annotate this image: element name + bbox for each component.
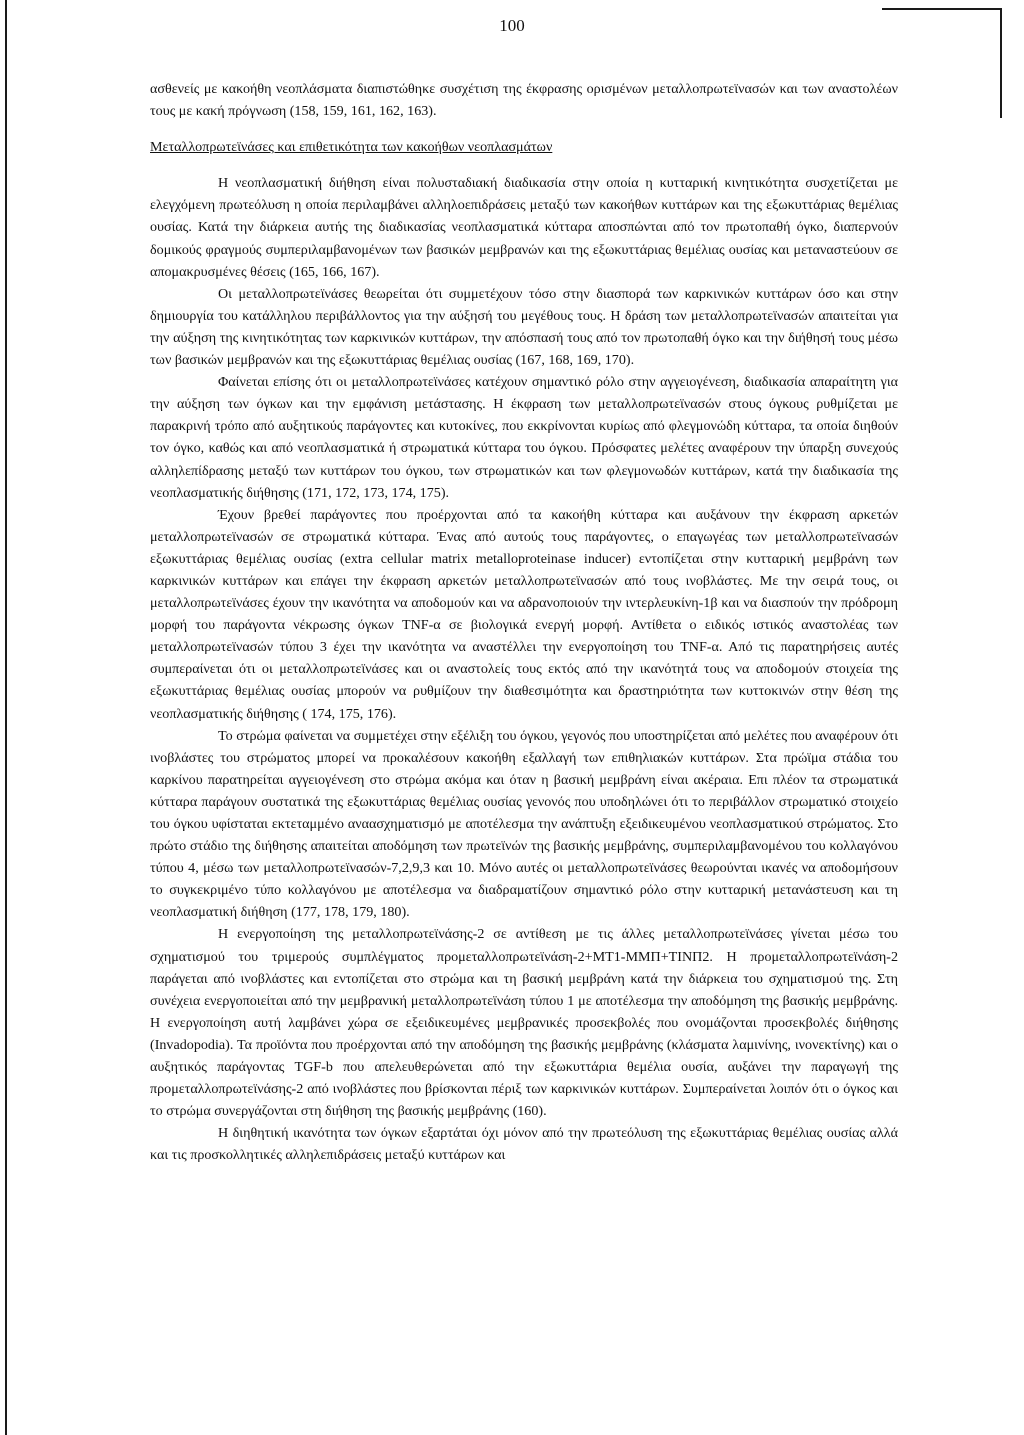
scan-edge-left xyxy=(5,0,7,1435)
intro-paragraph: ασθενείς με κακοήθη νεοπλάσματα διαπιστώθηκε συσχέτιση της έκφρασης ορισμένων μεταλλοπρωτεϊνασών και των αναστολέων τους με κακή πρόγνωση (158, 159, 161, 162, 163). xyxy=(150,81,898,120)
paragraph-2: Οι μεταλλοπρωτεϊνάσες θεωρείται ότι συμμετέχουν τόσο στην διασπορά των καρκινικών κυττάρων όσο και στην δημιουργία του κατάλληλου περιβάλλοντος για την αύξησή του μεγέθους τους. Η δράση των μεταλλοπρωτεϊνασών απαιτείται για την αύξηση της κινητικότητας των καρκινικών κυττάρων, την απόσπασή τους από τον πρωτοπαθή όγκο και την διήθησή τους μέσω των βασικών μεμβρανών και της εξωκυττάριας θεμέλιας ουσίας (167, 168, 169, 170). xyxy=(150,285,898,369)
paragraph-1: Η νεοπλασματική διήθηση είναι πολυσταδιακή διαδικασία στην οποία η κυτταρική κινητικότητα συσχετίζεται με ελεγχόμενη πρωτεόλυση η οποία περιλαμβάνει αλληλοεπιδράσεις μεταξύ των κακοήθων κυττάρων και της εξωκυττάριας θεμέλιας ουσίας. Κατά την διάρκεια αυτής της διαδικασίας νεοπλασματικά κύτταρα αποσπώνται από τον πρωτοπαθή όγκο, διαπερνούν δομικούς φραγμούς συμπεριλαμβανομένων των βασικών μεμβρανών και της εξωκυττάριας θεμέλιας ουσίας και μεταναστεύουν σε απομακρυσμένες θέσεις (165, 166, 167). xyxy=(150,175,898,280)
section-heading: Μεταλλοπρωτεϊνάσες και επιθετικότητα των κακοήθων νεοπλασμάτων xyxy=(150,139,553,156)
document-body xyxy=(150,78,898,1167)
scan-edge-top xyxy=(882,8,1002,10)
paragraph-5: Το στρώμα φαίνεται να συμμετέχει στην εξέλιξη του όγκου, γεγονός που υποστηρίζεται από μελέτες που αναφέρουν ότι ινοβλάστες του στρώματος μπορεί να προκαλέσουν κακοήθη εξαλλαγή των επιθηλιακών κυττάρων. Στα πρώϊμα στάδια του καρκίνου παρατηρείται αγγειογένεση στο στρώμα ακόμα και όταν η βασική μεμβράνη είναι ακέραια. Επι πλέον τα στρωματικά κύτταρα παράγουν συστατικά της εξωκυττάριας θεμέλιας ουσίας γενονός που υποδηλώνει ότι το περιβάλλον στρωματικό στοιχείο του όγκου υφίσταται εκτεταμμένο αναασχηματισμό με αποτέλεσμα την ανάπτυξη εξειδικευμένου νεοπλασματικού στρώματος. Στο πρώτο στάδιο της διήθησης απαιτείται αποδόμηση των πρωτεϊνών της βασικής μεμβράνης, συμπεριλαμβανομένου του κολλαγόνου τύπου 4, μέσω των μεταλλοπρωτεϊνασών-7,2,9,3 και 10. Μόνο αυτές οι μεταλλοπρωτεϊνάσες θεωρούνται ικανές να αποδομήσουν το συγκεκριμένο τύπο κολλαγόνου με αποτέλεσμα να διαδραματίζουν σημαντικό ρόλο στην κυτταρική μετανάστευση και τη νεοπλασματική διήθηση (177, 178, 179, 180). xyxy=(150,727,898,921)
paragraph-6: Η ενεργοποίηση της μεταλλοπρωτεϊνάσης-2 σε αντίθεση με τις άλλες μεταλλοπρωτεϊνάσες γίνεται μέσω του σχηματισμού του τριμερούς συμπλέγματος προμεταλλοπρωτεϊνάση-2+ΜΤ1-ΜΜΠ+ΤΙΝΠ2. Η προμεταλλοπρωτεϊνάση-2 παράγεται από ινοβλάστες και εντοπίζεται στο στρώμα και τη βασική μεμβράνη κατά την διάρκεια του σχηματισμού της. Στη συνέχεια ενεργοποιείται από την μεμβρανική μεταλλοπρωτεϊνάση τύπου 1 με αποτέλεσμα την αποδόμηση της βασικής μεμβράνης. Η ενεργοποίηση αυτή λαμβάνει χώρα σε εξειδικευμένες μεμβρανικές προσεκβολές που ονομάζονται προσεκβολές διήθησης (Invadopodia). Τα προϊόντα που προέρχονται από την αποδόμηση της βασικής μεμβράνης (κλάσματα λαμινίνης, ινονεκτίνης) και ο αυξητικός παράγοντας TGF-b που απελευθερώνεται από την εξωκυττάρια θεμέλια ουσία, αυξάνει την παραγωγή της προμεταλλοπρωτεϊνάσης-2 από ινοβλάστες που βρίσκονται πέριξ των καρκινικών κυττάρων. Συμπεραίνεται λοιπόν ότι ο όγκος και το στρώμα συνεργάζονται στη διήθηση της βασικής μεμβράνης (160). xyxy=(150,926,898,1120)
paragraph-4: Έχουν βρεθεί παράγοντες που προέρχονται από τα κακοήθη κύτταρα και αυξάνουν την έκφραση αρκετών μεταλλοπρωτεϊνασών σε στρωματικά κύτταρα. Ένας από αυτούς τους παράγοντες, ο επαγωγέας των μεταλλοπρωτεϊνασών εξωκυττάριας θεμέλιας ουσίας (extra cellular matrix metalloproteinase inducer) εντοπίζεται στην κυτταρική μεμβράνη των καρκινικών κυττάρων και επάγει την έκφραση αρκετών μεταλλοπρωτεϊνασών από τους ινοβλάστες. Με την σειρά τους, οι μεταλλοπρωτεϊνάσες έχουν την ικανότητα να αποδομούν και να αδρανοποιούν την ιντερλευκίνη-1β και να διασπούν την πρόδρομη μορφή του παράγοντα νέκρωσης όγκων TNF-α σε βιολογικά ενεργή μορφή. Αντίθετα ο ειδικός ιστικός αναστολέας των μεταλλοπρωτεϊνασών τύπου 3 έχει την ικανότητα να αναστέλλει την ενεργοποίηση του TNF-α. Από τις παρατηρήσεις αυτές συμπεραίνεται ότι οι μεταλλοπρωτεϊνάσες και οι αναστολείς τους εκτός από την ικανότητά τους να αποδομούν στοιχεία της εξωκυττάριας θεμέλιας ουσίας μπορούν να ρυθμίζουν την διαθεσιμότητα και δραστηριότητα των κυττοκινών στην θέση της νεοπλασματικής διήθησης ( 174, 175, 176). xyxy=(150,506,898,722)
paragraph-3: Φαίνεται επίσης ότι οι μεταλλοπρωτεϊνάσες κατέχουν σημαντικό ρόλο στην αγγειογένεση, διαδικασία απαραίτητη για την αύξηση των όγκων και την εμφάνιση μετάστασης. Η έκφραση των μεταλλοπρωτεϊνασών στους όγκους ρυθμίζεται με παρακρινή τρόπο από αυξητικούς παράγοντες και κυτοκίνες, που εκκρίνονται κυρίως από φλεγμονώδη κύτταρα, τα οποία διηθούν τον όγκο, καθώς και από νεοπλασματικά ή στρωματικά κύτταρα του όγκου. Πρόσφατες μελέτες αναφέρουν την ύπαρξη συνεχούς αλληλεπίδρασης μεταξύ των κυττάρων του όγκου, των στρωματικών και των φλεγμονωδών κυττάρων, κατά την διαδικασία της νεοπλασματικής διήθησης (171, 172, 173, 174, 175). xyxy=(150,374,898,501)
paragraph-7: Η διηθητική ικανότητα των όγκων εξαρτάται όχι μόνον από την πρωτεόλυση της εξωκυττάριας θεμέλιας ουσίας αλλά και τις προσκολλητικές αλληλεπιδράσεις μεταξύ κυττάρων και xyxy=(150,1125,898,1164)
page-number: 100 xyxy=(499,16,525,35)
